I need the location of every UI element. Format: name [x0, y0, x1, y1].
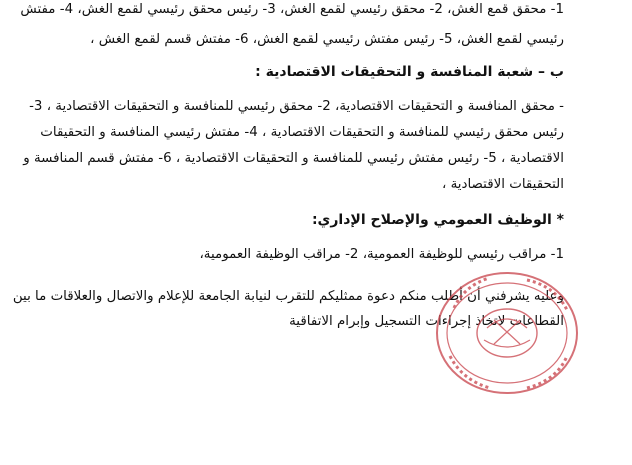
text-line-2: رئيسي لقمع الغش، 5- رئيس مفتش رئيسي لقمع الغش، 6- مفتش قسم لقمع الغش ،	[90, 32, 564, 47]
text-line-11: القطاعات لاتخاذ إجراءات التسجيل وإبرام الاتفاقية	[289, 314, 564, 329]
text-line-6: الاقتصادية ، 5- رئيس مفتش رئيسي للمنافسة و التحقيقات الاقتصادية ، 6- مفتش قسم المنافسة و	[23, 151, 564, 166]
section-heading-competition: ب – شعبة المنافسة و التحقيقات الاقتصادية :	[255, 64, 564, 80]
section-heading-public-service: * الوظيف العمومي والإصلاح الإداري:	[311, 212, 564, 228]
text-line-9: 1- مراقب رئيسي للوظيفة العمومية، 2- مراقب الوظيفة العمومية،	[199, 247, 564, 262]
official-seal-stamp	[432, 268, 582, 398]
text-line-4: - محقق المنافسة و التحقيقات الاقتصادية، 2- محقق رئيسي للمنافسة و التحقيقات الاقتصادية ، 3-	[29, 99, 564, 114]
text-line-7: التحقيقات الاقتصادية ،	[442, 177, 564, 192]
text-line-5: رئيس محقق رئيسي للمنافسة و التحقيقات الاقتصادية ، 4- مفتش رئيسي المنافسة و التحقيقات	[40, 125, 564, 140]
text-line-10: وعليه يشرفني أن أطلب منكم دعوة ممثليكم للتقرب لنيابة الجامعة للإعلام والاتصال والعلاقات ما بين	[12, 289, 564, 304]
text-line-1: 1- محقق قمع الغش، 2- محقق رئيسي لقمع الغش، 3- رئيس محقق رئيسي لقمع الغش، 4- مفتش	[20, 2, 564, 17]
